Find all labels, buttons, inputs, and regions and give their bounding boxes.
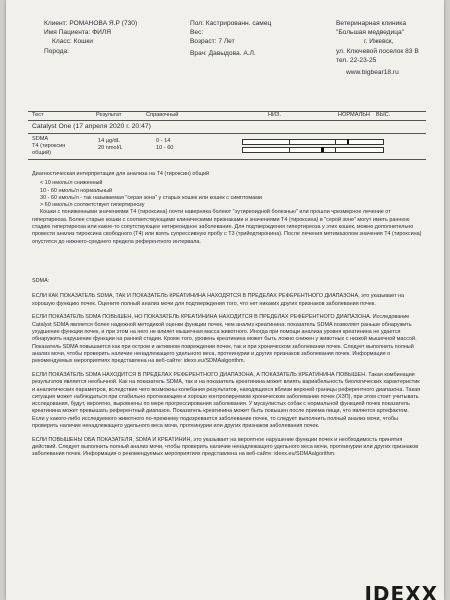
sdma-title: SDMA:	[32, 278, 50, 284]
sdma-paragraph: ЕСЛИ ПОКАЗАТЕЛЬ SDMA НАХОДИТСЯ В ПРЕДЕЛАХ РЕФЕРЕНТНОГО ДИАПАЗОНА, А ПОКАЗАТЕЛЬ КРЕАТИНИНА ПОВЫШЕН. Такая комбинация результатов является необычной. Как на показатель SDMA, так и на показатель креатинина может влиять вариабельность биологических характеристик и аналитических параметров, вследствие чего возможны колебания результатов, находящихся вблизи верхней границы референтного диапазона. Такая ситуация может наблюдаться при стабильно протекающем и хорошо контролируемом хроническом заболевании почек (ХЗП), при этом стоит учитывать исследования, будут, вероятно, выровнены по мере прогрессирования заболевания. У мускулистых собак с нормальной функцией почек показатель креатинина может превышать референтный диапазон. Показатель креатинина может быть повышен после приема пищи, что является артефактом. Если у какого-либо исследуемого животного по-прежнему подозревается заболевание почек, то следует выполнить полный анализ мочи, чтобы проверить наличие ненадлежащего удельного веса мочи, протеинурии или других признаков заболевания почек.	[32, 371, 421, 430]
col-reference: Справочный	[146, 112, 179, 118]
patient-breed: Порода:	[44, 47, 69, 55]
t4-scale-line: 30 - 60 нмоль/л - так называемая "серая зона" у старых кошек или кошек с симптомами	[40, 194, 262, 201]
client-name: Клиент: РОМАНОВА Я.Р (730)	[44, 20, 138, 27]
clinic-city: г. Ижевск,	[364, 38, 394, 46]
clinic-name-line2: "Большая медведица"	[336, 29, 405, 37]
patient-class: Класс: Кошки	[52, 38, 93, 46]
test-name-line2: общий)	[32, 149, 52, 156]
result-gauge	[242, 147, 384, 153]
test-name	[32, 143, 65, 156]
t4-title: Диагностическая интерпретация для анализа на Т4 (тироксин) общий	[32, 171, 210, 177]
sdma-interpretation	[32, 278, 422, 465]
patient-weight: Вес:	[190, 29, 204, 37]
result-marker	[347, 139, 349, 144]
clinic-address: ул. Ключевой поселок 83 В	[336, 47, 419, 55]
patient-details	[190, 19, 271, 58]
clinic-website: www.bigbear18.ru	[346, 69, 399, 77]
t4-scale-line: 10 - 60 нмоль/л нормальный	[40, 187, 113, 194]
t4-scale-line: > 60 нмоль/л соответствует гипертиреозу	[40, 202, 145, 209]
test-reference: 0 - 14	[156, 138, 171, 144]
test-name-line1: T4 (тироксин	[32, 143, 66, 149]
patient-name: Имя Пациента: ФИЛЯ	[44, 29, 111, 37]
t4-scale	[32, 180, 422, 209]
col-result: Результат	[96, 112, 122, 118]
col-normal: НОРМАЛЬН	[338, 112, 370, 118]
col-low: НИЗ.	[268, 112, 281, 118]
col-test: Тест	[32, 112, 44, 118]
lab-report-page	[6, 0, 444, 600]
clinic-name: Ветеринарная клиника	[336, 20, 407, 27]
result-gauge	[242, 139, 384, 145]
t4-paragraph: Кошки с пониженными значениями Т4 (тироксина) почти наверняка болеют "эутиреоидной болезнью" или прошли чрезмерное лечение от гипертиреоза. Более старые кошки с соответствующими клиническими признаками и значениями Т4 (тироксина) в "серой зоне" могут иметь раннюю стадию гипертиреоза или какое-то сопутствующее нетиреоидное заболевание. Для подтверждения гипертиреоза у этих кошек, можно дополнительно провести анализ тироксина свободного (Т4) или взять супрессивную пробу с Т3 (трийодтиронина). После лечения метимазолом значения Т4 (тироксина) опустятся до нижнего-среднего предела референтного интервала.	[32, 209, 422, 245]
patient-sex: Пол: Кастрированн. самец	[190, 20, 272, 27]
test-result: 20 nmol/L	[98, 145, 123, 151]
divider	[28, 159, 426, 160]
divider	[28, 133, 426, 134]
sdma-paragraph: ЕСЛИ ПОВЫШЕНЫ ОБА ПОКАЗАТЕЛЯ, SDMA И КРЕАТИНИН, это указывает на вероятное нарушение функции почек и необходимость принятия действий. Следует выполнить полный анализ мочи, чтобы проверить наличие ненадлежащего удельного веса мочи, протеинурии или других признаков заболевания почек. Информация о рекомендуемых мероприятиях представлена на веб-сайте: idexx.eu/SDMAalgorithm.	[32, 436, 419, 458]
test-name: SDMA	[32, 136, 49, 142]
t4-scale-line: < 10 нмоль/л сниженный	[40, 180, 103, 187]
analyzer-title: Catalyst One (17 апреля 2020 г. 20:47)	[32, 123, 151, 130]
idexx-logo: IDEXX	[364, 582, 438, 600]
sdma-paragraph: ЕСЛИ КАК ПОКАЗАТЕЛЬ SDMA, ТАК И ПОКАЗАТЕЛЬ КРЕАТИНИНА НАХОДЯТСЯ В ПРЕДЕЛАХ РЕФЕРЕНТНОГО ДИАПАЗОНА, это указывает на хорошую функцию почек. Оцените полный анализ мочи для подтверждения того, что нет никаких других признаков заболевания почек.	[32, 293, 405, 307]
result-marker	[321, 147, 323, 152]
patient-age: Возраст: 7 Лет	[190, 38, 235, 46]
clinic-phone: тел. 22-23-25	[336, 56, 377, 64]
clinic-info	[336, 19, 419, 77]
doctor-name: Врач: Давыдова. А.Л.	[190, 49, 256, 57]
t4-interpretation	[32, 171, 422, 252]
col-high: ВЫС.	[376, 112, 391, 118]
divider	[28, 120, 426, 121]
patient-info	[44, 19, 137, 56]
test-result: 14 µg/dL	[98, 138, 120, 144]
sdma-paragraph: ЕСЛИ ПОКАЗАТЕЛЬ SDMA ПОВЫШЕН, НО ПОКАЗАТЕЛЬ КРЕАТИНИНА НАХОДИТСЯ В ПРЕДЕЛАХ РЕФЕРЕНТНОГО ДИАПАЗОНА. Исследование Catalyst SDMA является более надежной методикой оценки функции почек, чем анализ креатинина: показатель SDMA позволяет раньше обнаружить ухудшение функции почек, и при этом на него не влияет мышечная масса животного. Иногда при помощи анализа уровня креатинина не удается обнаружить нарушение функции на ранней стадии. Кроме того, уровень креатинина может быть ложно снижен у животных с низкой мышечной массой. Показатель SDMA повышается как при остром и активном повреждении почек, так и при хроническом заболевании почек. Следует выполнить полный анализ мочи, чтобы проверить наличие ненадлежащего удельного веса, протеинурии и других признаков заболевания почек. Информация о рекомендуемых мероприятиях представлена на веб-сайте: idexx.eu/SDMAalgorithm.	[32, 314, 417, 365]
test-reference: 10 - 60	[156, 145, 174, 151]
